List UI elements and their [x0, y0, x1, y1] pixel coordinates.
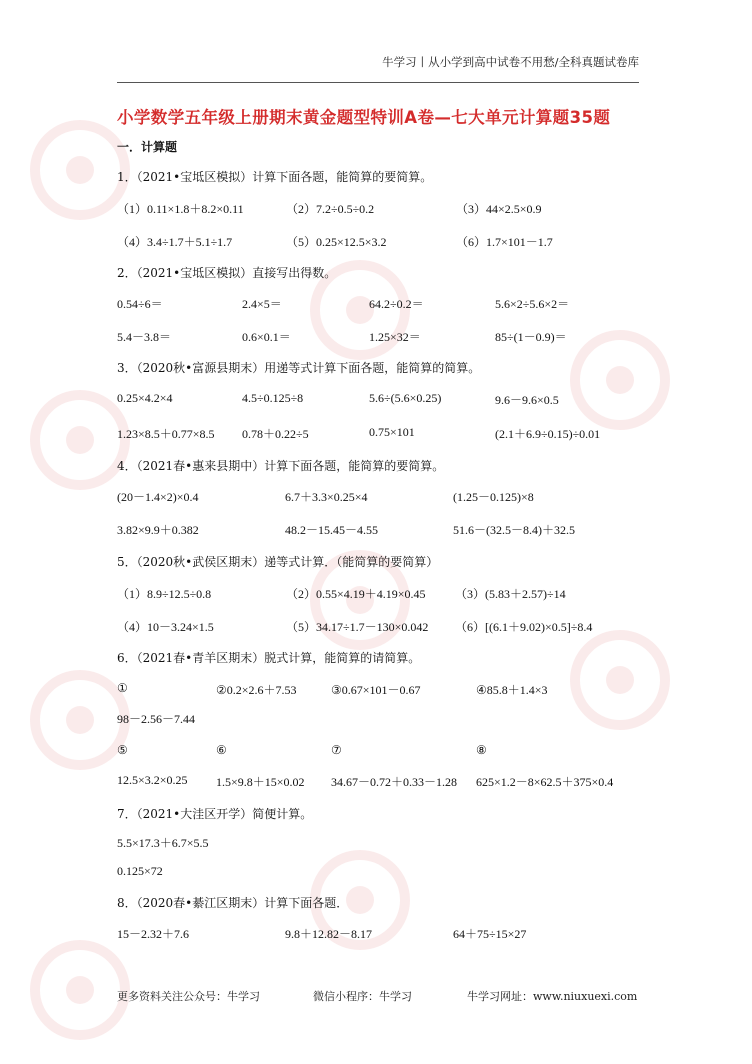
expression: （1）8.9÷12.5÷0.8 [117, 587, 212, 601]
expression: 5.5×17.3＋6.7×5.5 [117, 836, 209, 850]
expression: 9.8＋12.82－8.17 [285, 927, 373, 941]
question-stem: 2．（2021•宝坻区模拟）直接写出得数。 [117, 266, 337, 280]
expression: 2.4×5＝ [242, 297, 282, 311]
expression: ②0.2×2.6＋7.53 [216, 683, 297, 697]
expression: 51.6－(32.5－8.4)＋32.5 [453, 523, 575, 537]
expression: （1）0.11×1.8＋8.2×0.11 [117, 202, 244, 216]
expression: 1.23×8.5＋0.77×8.5 [117, 427, 215, 441]
document-title: 小学数学五年级上册期末黄金题型特训A卷—七大单元计算题35题 [117, 108, 611, 127]
question-stem: 6．（2021春•青羊区期末）脱式计算，能简算的请简算。 [117, 651, 421, 665]
expression: (1.25－0.125)×8 [453, 490, 534, 504]
expression: 6.7＋3.3×0.25×4 [285, 490, 368, 504]
expression: ③0.67×101－0.67 [331, 683, 421, 697]
question-stem: 8．（2020春•綦江区期末）计算下面各题． [117, 896, 349, 910]
question-stem: 1．（2021•宝坻区模拟）计算下面各题，能简算的要简算。 [117, 170, 433, 184]
expression: 5.4－3.8＝ [117, 330, 172, 344]
expression: ⑧ [476, 743, 487, 757]
expression: （3）44×2.5×0.9 [456, 202, 542, 216]
expression: 1.5×9.8＋15×0.02 [216, 775, 305, 789]
expression: 98－2.56－7.44 [117, 712, 196, 726]
expression: (2.1＋6.9÷0.15)÷0.01 [495, 427, 601, 441]
header-divider [117, 82, 639, 83]
expression: （3）(5.83＋2.57)÷14 [455, 587, 566, 601]
footer-website-link[interactable]: 牛学习网址：www.niuxuexi.com [467, 990, 638, 1003]
expression: 625×1.2－8×62.5＋375×0.4 [476, 775, 614, 789]
expression: ④85.8＋1.4×3 [476, 683, 548, 697]
expression: 34.67－0.72＋0.33－1.28 [331, 775, 458, 789]
expression: ⑥ [216, 743, 227, 757]
expression: （6）1.7×101－1.7 [456, 235, 553, 249]
expression: （5）0.25×12.5×3.2 [286, 235, 387, 249]
expression: 0.25×4.2×4 [117, 391, 173, 405]
expression: （2）7.2÷0.5÷0.2 [286, 202, 375, 216]
expression: 4.5÷0.125÷8 [242, 391, 304, 405]
footer-mini-program: 微信小程序：牛学习 [313, 990, 412, 1003]
section-heading: 一．计算题 [117, 140, 178, 154]
expression: 5.6÷(5.6×0.25) [369, 391, 442, 405]
expression: 0.125×72 [117, 864, 163, 878]
expression: 9.6－9.6×0.5 [495, 393, 559, 407]
expression: 5.6×2÷5.6×2＝ [495, 297, 570, 311]
question-stem: 4．（2021春•惠来县期中）计算下面各题，能简算的要简算。 [117, 459, 445, 473]
question-stem: 3．（2020秋•富源县期末）用递等式计算下面各题，能简算的简算。 [117, 361, 481, 375]
expression: 1.25×32＝ [369, 330, 421, 344]
expression: 48.2－15.45－4.55 [285, 523, 379, 537]
expression: （2）0.55×4.19＋4.19×0.45 [286, 587, 426, 601]
expression: 0.6×0.1＝ [242, 330, 291, 344]
expression: ① [117, 681, 128, 695]
expression: 0.54÷6＝ [117, 297, 163, 311]
expression: 0.78＋0.22÷5 [242, 427, 309, 441]
expression: ⑤ [117, 743, 128, 757]
watermark-logo-icon [560, 620, 680, 740]
expression: 64.2÷0.2＝ [369, 297, 424, 311]
expression: 85÷(1－0.9)＝ [495, 330, 567, 344]
page-header-text: 牛学习丨从小学到高中试卷不用愁/全科真题试卷库 [382, 55, 639, 69]
expression: ⑦ [331, 743, 342, 757]
expression: (20－1.4×2)×0.4 [117, 490, 199, 504]
expression: 64＋75÷15×27 [453, 927, 527, 941]
expression: （5）34.17÷1.7－130×0.042 [286, 620, 429, 634]
expression: 3.82×9.9＋0.382 [117, 523, 199, 537]
question-stem: 7．（2021•大洼区开学）简便计算。 [117, 807, 313, 821]
footer-wechat-account: 更多资料关注公众号：牛学习 [117, 990, 260, 1003]
expression: （6）[(6.1＋9.02)×0.5]÷8.4 [455, 620, 593, 634]
expression: 15－2.32＋7.6 [117, 927, 190, 941]
expression: （4）10－3.24×1.5 [117, 620, 214, 634]
question-stem: 5．（2020秋•武侯区期末）递等式计算．（能简算的要简算） [117, 555, 439, 569]
watermark-logo-icon [560, 320, 680, 440]
expression: 12.5×3.2×0.25 [117, 773, 188, 787]
expression: 0.75×101 [369, 425, 415, 439]
expression: （4）3.4÷1.7＋5.1÷1.7 [117, 235, 233, 249]
